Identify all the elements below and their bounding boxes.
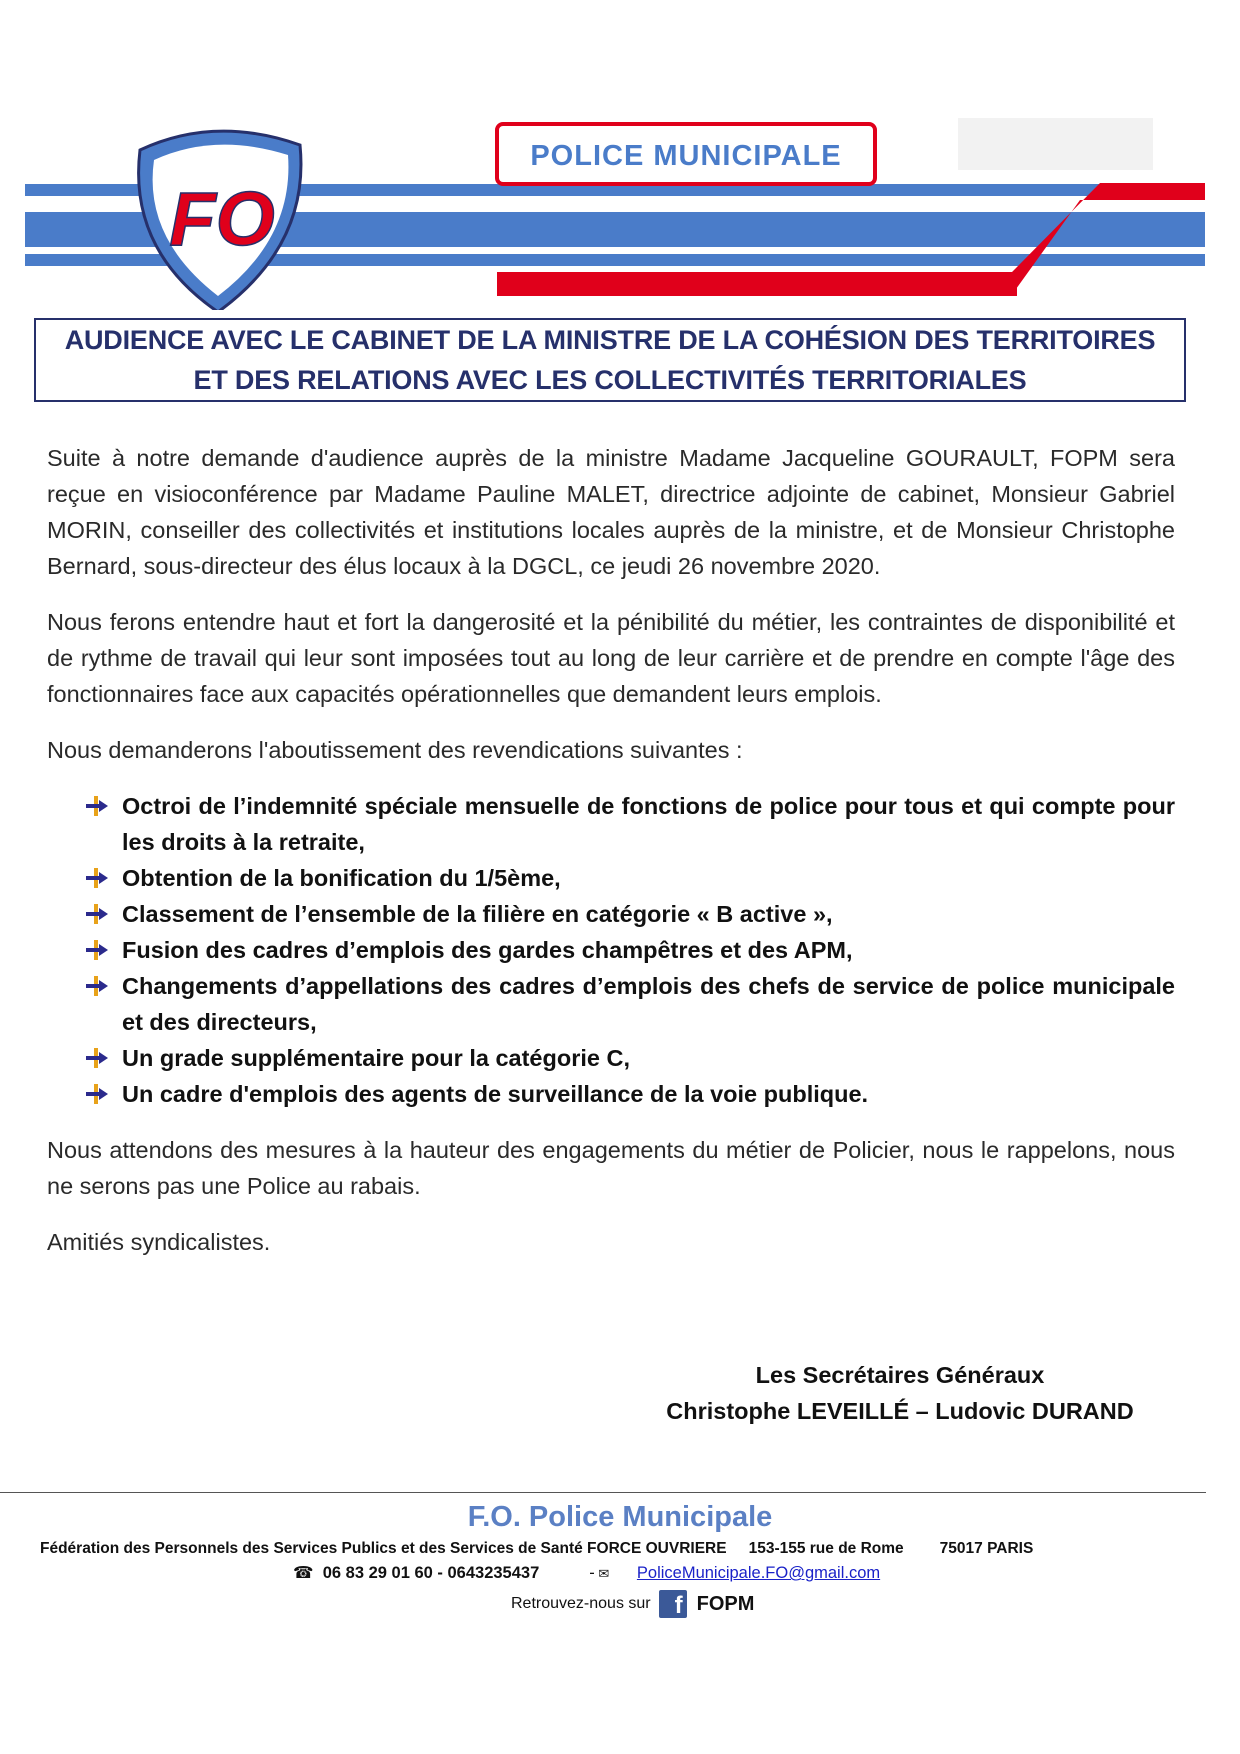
title-line-1: AUDIENCE AVEC LE CABINET DE LA MINISTRE DE LA COHÉSION DES TERRITOIRES	[64, 325, 1156, 355]
letter-body	[47, 440, 1175, 1280]
bullet-arrow-icon	[85, 867, 109, 889]
social-prefix: Retrouvez-nous sur	[511, 1595, 651, 1612]
paragraph-intro: Suite à notre demande d'audience auprès de la ministre Madame Jacqueline GOURAULT, FOPM sera reçue en visioconférence par Madame Pauline MALET, directrice adjointe de cabinet, Monsieur Gabriel MORIN, conseiller des collectivités et institutions locales auprès de la ministre, et de Monsieur Christophe Bernard, sous-directeur des élus locaux à la DGCL, ce jeudi 26 novembre 2020.	[47, 445, 1175, 579]
footer-org-name: Fédération des Personnels des Services Publics et des Services de Santé FORCE OUVRIERE	[40, 1540, 727, 1557]
footer-city: 75017 PARIS	[939, 1540, 1034, 1557]
fo-logo	[139, 131, 301, 310]
footer-divider	[0, 1492, 1206, 1493]
paragraph-conclusion: Nous attendons des mesures à la hauteur des engagements du métier de Policier, nous le rappelons, nous ne serons pas une Police au rabais.	[47, 1137, 1175, 1199]
demands-list	[47, 788, 1175, 1112]
list-item: Octroi de l’indemnité spéciale mensuelle de fonctions de police pour tous et qui compte pour les droits à la retraite,	[47, 788, 1175, 860]
banner-text: POLICE MUNICIPALE	[530, 140, 842, 172]
bullet-arrow-icon	[85, 1083, 109, 1105]
bullet-arrow-icon	[85, 975, 109, 997]
facebook-icon[interactable]: f	[659, 1590, 687, 1618]
footer-organization	[40, 1538, 1200, 1560]
footer-email-link[interactable]: PoliceMunicipale.FO@gmail.com	[636, 1564, 881, 1582]
list-item: Classement de l’ensemble de la filière en catégorie « B active »,	[47, 896, 1175, 932]
phone-icon: ☎	[293, 1564, 314, 1582]
list-item: Fusion des cadres d’emplois des gardes champêtres et des APM,	[47, 932, 1175, 968]
email-prefix: -	[589, 1564, 595, 1582]
red-bar	[497, 282, 1017, 296]
letterhead-graphic	[0, 0, 1240, 310]
list-item: Un grade supplémentaire pour la catégorie C,	[47, 1040, 1175, 1076]
signature-title: Les Secrétaires Généraux	[755, 1362, 1045, 1388]
list-item: Changements d’appellations des cadres d’emplois des chefs de service de police municipale et des directeurs,	[47, 968, 1175, 1040]
bullet-arrow-icon	[85, 1047, 109, 1069]
signature-names: Christophe LEVEILLÉ – Ludovic DURAND	[666, 1398, 1134, 1424]
social-page-name[interactable]: FOPM	[696, 1593, 755, 1615]
bullet-arrow-icon	[85, 939, 109, 961]
list-item: Un cadre d'emplois des agents de surveillance de la voie publique.	[47, 1076, 1175, 1112]
signature-block	[590, 1357, 1210, 1429]
footer-brand: F.O. Police Municipale	[467, 1501, 773, 1533]
bullet-arrow-icon	[85, 795, 109, 817]
paragraph-demands-intro: Nous demanderons l'aboutissement des revendications suivantes :	[47, 737, 743, 763]
letterhead-grey-box	[958, 118, 1153, 170]
paragraph-demands-context: Nous ferons entendre haut et fort la dangerosité et la pénibilité du métier, les contraintes de disponibilité et de rythme de travail qui leur sont imposées tout au long de leur carrière et de prendre en compte l'âge des fonctionnaires face aux capacités opérationnelles que demandent leurs emplois.	[47, 609, 1175, 707]
envelope-icon: ✉	[594, 1566, 613, 1581]
list-item: Obtention de la bonification du 1/5ème,	[47, 860, 1175, 896]
footer-phone: 06 83 29 01 60 - 0643235437	[322, 1564, 540, 1582]
footer-social	[511, 1586, 754, 1622]
title-line-2: ET DES RELATIONS AVEC LES COLLECTIVITÉS TERRITORIALES	[193, 365, 1027, 395]
footer-address: 153-155 rue de Rome	[748, 1540, 904, 1557]
fo-logo-text: FO	[169, 177, 275, 262]
footer-contact	[293, 1560, 880, 1587]
bullet-arrow-icon	[85, 903, 109, 925]
letterhead	[0, 0, 1240, 310]
closing-salutation: Amitiés syndicalistes.	[47, 1229, 271, 1255]
document-title	[34, 318, 1186, 402]
